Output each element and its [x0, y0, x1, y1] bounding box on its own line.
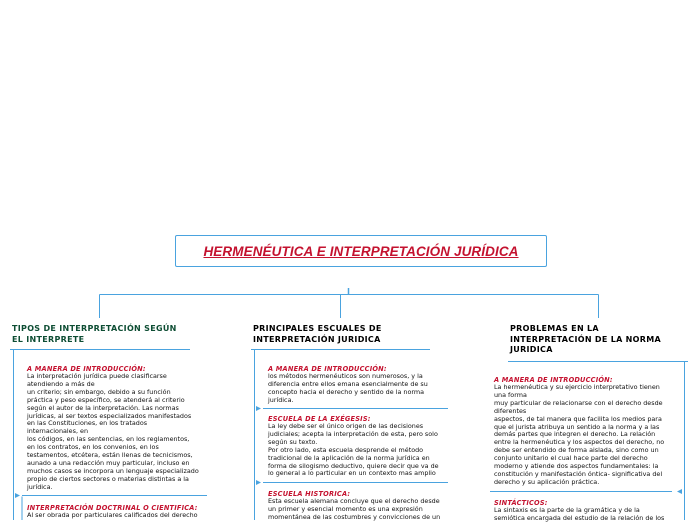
text-line: La interpretación jurídica puede clasificarse — [27, 372, 167, 380]
heading-line: EL INTERPRETE — [12, 334, 85, 344]
text-line: constitución y manifestación óntica- significativa del — [494, 469, 663, 478]
text-line: entre la hermenéutica y los aspectos del derecho, no — [494, 438, 665, 447]
node-1-1-label[interactable]: A MANERA DE INTRODUCCIÓN: — [27, 365, 146, 373]
text-line: según su texto. — [268, 437, 318, 446]
text-line: judiciales; acepta la interpretación de esta, pero solo — [268, 429, 438, 438]
text-line: diferentes — [494, 406, 527, 415]
text-line: jurídica. — [27, 482, 53, 491]
heading-line: INTERPRETACIÓN DE LA NORMA — [510, 334, 661, 344]
text-line: práctica y peso específico, se atenderá al criterio — [27, 395, 185, 404]
arrow-node-2-3 — [256, 480, 261, 485]
node-3-1-text — [494, 384, 664, 487]
text-line: los métodos hermenéuticos son numerosos, y la — [268, 372, 423, 380]
node-2-1-text — [268, 373, 428, 405]
arrow-node-3-2 — [677, 489, 682, 494]
text-line: forma de silogismo deductivo, quiere decir que va de — [268, 461, 439, 470]
heading-line: INTERPRETACIÓN JURIDICA — [253, 334, 381, 344]
text-line: tradicional de la aplicación de la norma jurídica en — [268, 453, 430, 462]
text-line: La ley debe ser el único origen de las decisiones — [268, 422, 424, 430]
text-line: Por otro lado, esta escuela desprende el método — [268, 445, 424, 454]
text-line: jurídicas, al ser textos especializados manifestados — [27, 411, 192, 420]
central-topic[interactable] — [175, 235, 547, 267]
text-line: internacionales, en — [27, 427, 88, 436]
node-3-1-label[interactable]: A MANERA DE INTRODUCCIÓN: — [494, 376, 613, 384]
heading-line: PRINCIPALES ESCUALES DE — [253, 324, 382, 333]
text-line: un criterio; sin embargo, debido a su función — [27, 387, 171, 396]
node-2-2-text — [268, 423, 439, 478]
text-line: según el autor de la interpretación. Las normas — [27, 403, 179, 412]
text-line: derecho y su aplicación práctica. — [494, 477, 600, 486]
text-line: Esta escuela alemana concluye que el derecho desde — [268, 497, 440, 505]
text-line: aspectos, de tal manera que facilita los medios para — [494, 414, 662, 423]
text-line: jurídica. — [268, 395, 294, 404]
text-line: Al ser obrada por particulares calificados del derecho — [27, 511, 198, 519]
node-1-1-text — [27, 373, 199, 492]
text-line: La hermenéutica y su ejercicio interpretativo tienen — [494, 383, 660, 391]
text-line: momentánea de las costumbres y convicciones de un — [268, 512, 441, 521]
heading-line: JURIDICA — [510, 345, 553, 354]
text-line: una forma — [494, 390, 527, 399]
node-1-2-text — [27, 512, 198, 520]
node-2-3-text — [268, 498, 440, 522]
text-line: que el jurista atribuya un sentido a la norma y a las — [494, 422, 660, 431]
text-line: demás partes que integren el derecho. La relación — [494, 430, 656, 439]
arrow-node-1-2 — [15, 493, 20, 498]
text-line: aunado a una redacción muy particular, incluso en — [27, 458, 190, 467]
heading-line: PROBLEMAS EN LA — [510, 324, 599, 333]
text-line: testamentos, etcétera, están llenas de tecnicismos, — [27, 451, 193, 460]
node-1-2-label[interactable]: INTERPRETACIÓN DOCTRINAL O CIENTIFICA: — [27, 504, 198, 512]
node-3-2-text — [494, 507, 664, 523]
text-line: conjunto unitario el cual hace parte del derecho — [494, 454, 648, 463]
text-line: un primer y esencial momento es una expresión — [268, 504, 423, 513]
text-line: muchos casos se incorpora un lenguaje especializado — [27, 466, 199, 475]
text-line: propio de ciertos sectores o materias distintas a la — [27, 474, 189, 483]
text-line: debe ser entendido de forma aislada, sino como un — [494, 446, 659, 455]
heading-line: TIPOS DE INTERPRETACIÓN SEGÚN — [12, 324, 177, 333]
branch-2-heading[interactable] — [253, 324, 382, 345]
node-2-3-label[interactable]: ESCUELA HISTORICA: — [268, 490, 351, 498]
node-3-2-label[interactable]: SINTÁCTICOS: — [494, 499, 548, 507]
text-line: moderno y atiende dos aspectos fundamentales: la — [494, 462, 659, 471]
node-2-1-label[interactable]: A MANERA DE INTRODUCCIÓN: — [268, 365, 387, 373]
text-line: en los contratos, en los convenios, en los — [27, 443, 159, 452]
text-line: los códigos, en las sentencias, en los reglamentos, — [27, 435, 190, 444]
text-line: en las Constituciones, en los tratados — [27, 419, 148, 428]
text-line: La sintaxis es la parte de la gramática y de la — [494, 506, 640, 514]
text-line: muy particular de relacionarse con el derecho desde — [494, 398, 663, 407]
arrow-node-2-2 — [256, 406, 261, 411]
text-line: concepto hacia el derecho y sentido de la norma — [268, 387, 425, 396]
central-topic-title: HERMENÉUTICA E INTERPRETACIÓN JURÍDICA — [203, 243, 519, 259]
text-line: atendiendo a más de — [27, 379, 95, 388]
node-2-2-label[interactable]: ESCUELA DE LA EXÉGESIS: — [268, 415, 371, 423]
branch-3-heading[interactable] — [510, 324, 661, 356]
branch-1-heading[interactable] — [12, 324, 177, 345]
text-line: semiótica encargada del estudio de la relación de los — [494, 513, 665, 522]
text-line: lo general a lo particular en un contexto mas amplio — [268, 469, 436, 478]
text-line: diferencia entre ellos emana esencialmente de su — [268, 379, 428, 388]
